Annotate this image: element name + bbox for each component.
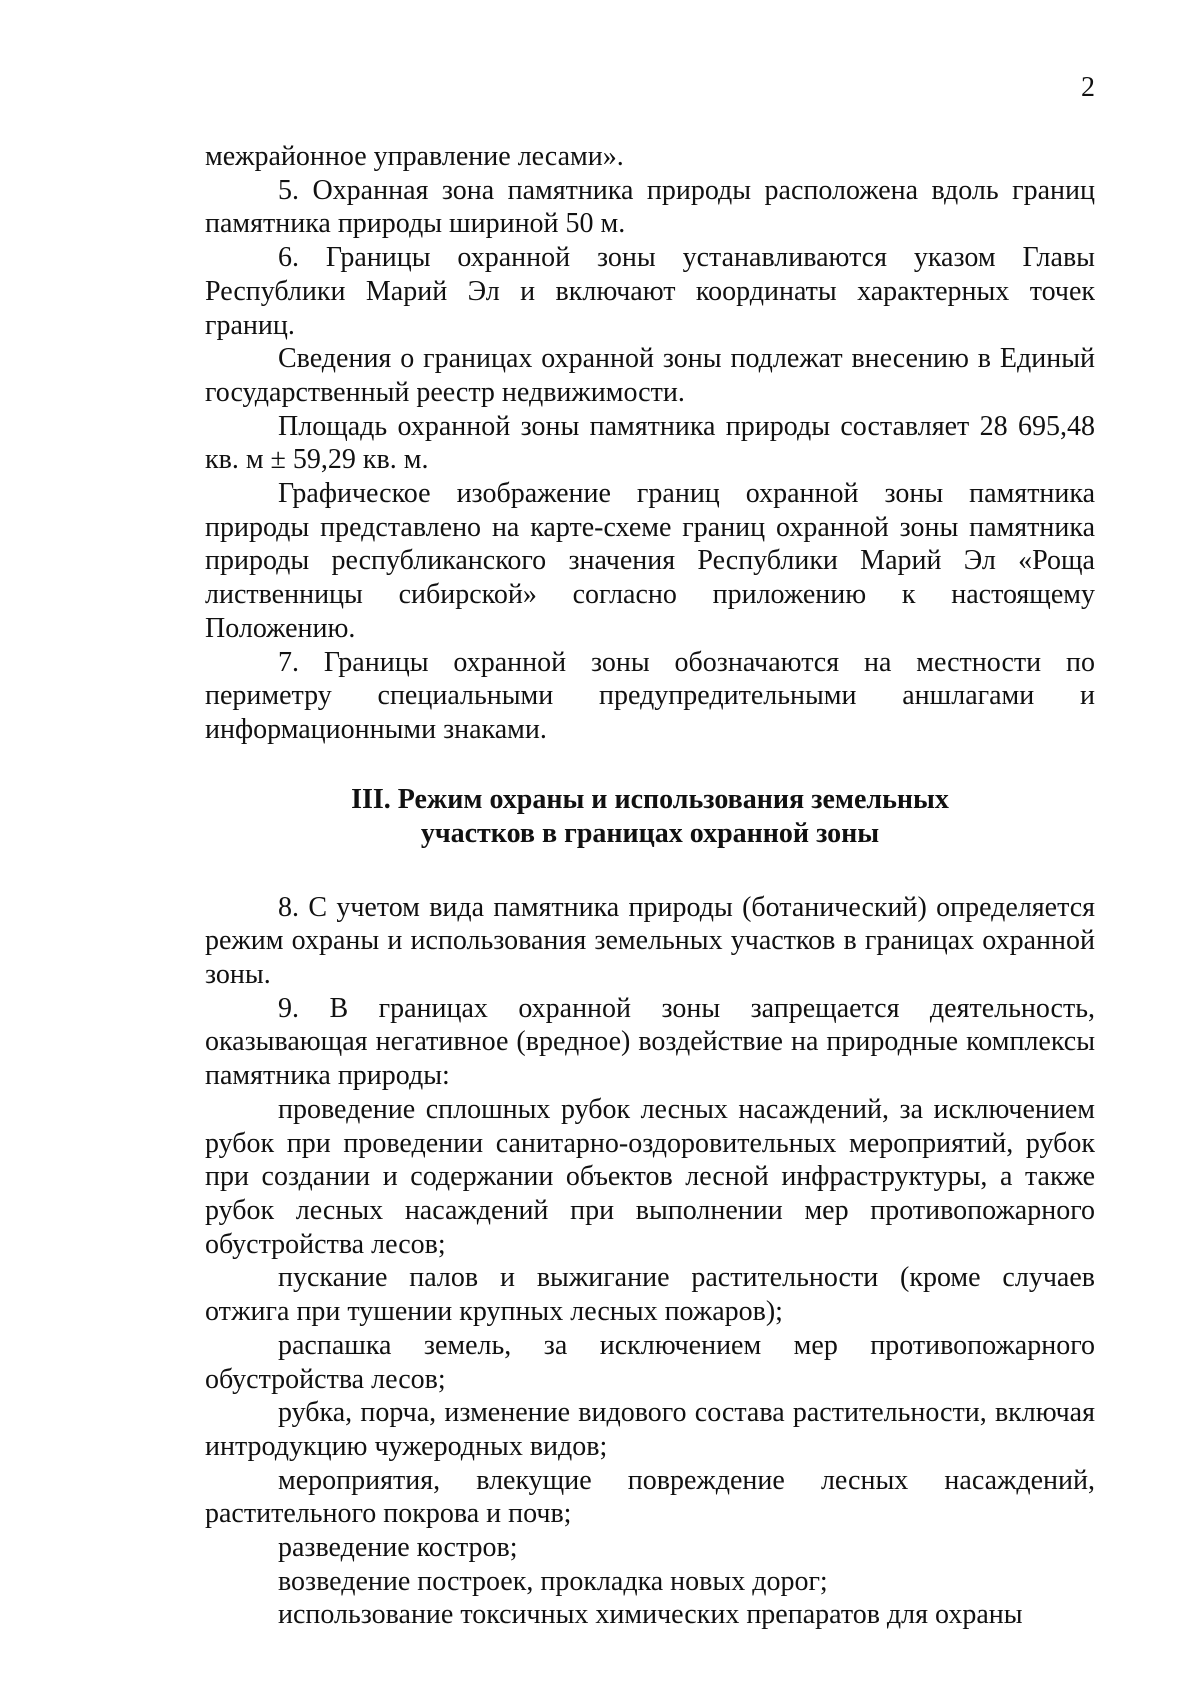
paragraph: межрайонное управление лесами». xyxy=(205,141,624,172)
list-item: рубка, порча, изменение видового состава растительности, включая интродукцию чужеродных видов; xyxy=(205,1397,1095,1462)
paragraph: Сведения о границах охранной зоны подлежат внесению в Единый государственный реестр недвижимости. xyxy=(205,343,1095,408)
paragraph: Площадь охранной зоны памятника природы составляет 28 695,48 кв. м ± 59,29 кв. м. xyxy=(205,410,1095,476)
paragraph-item-5: 5. Охранная зона памятника природы расположена вдоль границ памятника природы шириной 50 м. xyxy=(205,174,1095,240)
list-item: мероприятия, влекущие повреждение лесных насаждений, растительного покрова и почв; xyxy=(205,1464,1095,1530)
paragraph-item-6: 6. Границы охранной зоны устанавливаются указом Главы Республики Марий Эл и включают координаты характерных точек границ. xyxy=(205,242,1095,341)
paragraph-item-9: 9. В границах охранной зоны запрещается деятельность, оказывающая негативное (вредное) воздействие на природные комплексы памятника природы: xyxy=(205,992,1095,1092)
list-item: разведение костров; xyxy=(278,1532,518,1564)
page-number: 2 xyxy=(1081,72,1095,103)
paragraph-item-7: 7. Границы охранной зоны обозначаются на местности по периметру специальными предупредительными аншлагами и информационными знаками. xyxy=(205,646,1095,745)
paragraph: Графическое изображение границ охранной зоны памятника природы представлено на карте-схеме границ охранной зоны памятника природы республиканского значения Республики Марий Эл «Роща лиственницы сибирской» согласно приложению к настоящему Положению. xyxy=(205,478,1095,644)
section-heading-line-1: III. Режим охраны и использования земельных xyxy=(351,783,949,815)
list-item: распашка земель, за исключением мер противопожарного обустройства лесов; xyxy=(205,1329,1095,1395)
paragraph-item-8: 8. С учетом вида памятника природы (ботанический) определяется режим охраны и использования земельных участков в границах охранной зоны. xyxy=(205,891,1095,991)
section-heading-line-2: участков в границах охранной зоны xyxy=(420,817,880,849)
list-item: проведение сплошных рубок лесных насаждений, за исключением рубок при проведении санитарно-оздоровительных мероприятий, рубок при создании и содержании объектов лесной инфраструктуры, а также рубок лесных насаждений при выполнении мер противопожарного обустройства лесов; xyxy=(205,1093,1095,1260)
section-heading xyxy=(205,783,1095,851)
list-item: пускание палов и выжигание растительности (кроме случаев отжига при тушении крупных лесных пожаров); xyxy=(205,1262,1095,1328)
document-body xyxy=(205,140,1095,1632)
list-item: использование токсичных химических препаратов для охраны xyxy=(278,1599,1023,1631)
list-item: возведение построек, прокладка новых дорог; xyxy=(278,1565,828,1597)
